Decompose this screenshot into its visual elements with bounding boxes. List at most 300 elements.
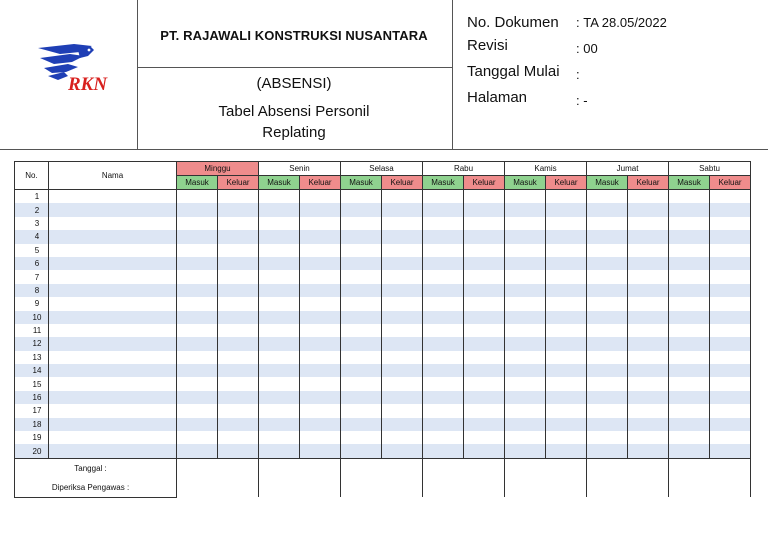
footer-day-cell[interactable] <box>423 458 505 497</box>
attendance-cell[interactable] <box>464 391 505 404</box>
attendance-cell[interactable] <box>341 351 382 364</box>
attendance-cell[interactable] <box>464 190 505 204</box>
attendance-cell[interactable] <box>177 203 218 216</box>
attendance-cell[interactable] <box>300 391 341 404</box>
attendance-cell[interactable] <box>669 444 710 458</box>
attendance-cell[interactable] <box>423 351 464 364</box>
attendance-cell[interactable] <box>382 351 423 364</box>
name-cell[interactable] <box>49 418 177 431</box>
attendance-cell[interactable] <box>382 190 423 204</box>
attendance-cell[interactable] <box>464 270 505 283</box>
attendance-cell[interactable] <box>382 377 423 390</box>
name-cell[interactable] <box>49 311 177 324</box>
attendance-cell[interactable] <box>423 244 464 257</box>
attendance-cell[interactable] <box>587 444 628 458</box>
attendance-cell[interactable] <box>300 297 341 310</box>
attendance-cell[interactable] <box>259 217 300 230</box>
attendance-cell[interactable] <box>464 244 505 257</box>
footer-day-cell[interactable] <box>259 458 341 497</box>
attendance-cell[interactable] <box>505 337 546 350</box>
attendance-cell[interactable] <box>546 377 587 390</box>
attendance-cell[interactable] <box>259 270 300 283</box>
attendance-cell[interactable] <box>218 377 259 390</box>
attendance-cell[interactable] <box>382 324 423 337</box>
attendance-cell[interactable] <box>382 257 423 270</box>
name-cell[interactable] <box>49 377 177 390</box>
attendance-cell[interactable] <box>177 297 218 310</box>
attendance-cell[interactable] <box>546 203 587 216</box>
attendance-cell[interactable] <box>300 270 341 283</box>
name-cell[interactable] <box>49 297 177 310</box>
attendance-cell[interactable] <box>382 418 423 431</box>
attendance-cell[interactable] <box>382 337 423 350</box>
attendance-cell[interactable] <box>341 418 382 431</box>
attendance-cell[interactable] <box>669 297 710 310</box>
attendance-cell[interactable] <box>177 391 218 404</box>
attendance-cell[interactable] <box>505 297 546 310</box>
attendance-cell[interactable] <box>341 257 382 270</box>
attendance-cell[interactable] <box>218 404 259 417</box>
attendance-cell[interactable] <box>464 431 505 444</box>
attendance-cell[interactable] <box>464 351 505 364</box>
attendance-cell[interactable] <box>218 351 259 364</box>
attendance-cell[interactable] <box>259 404 300 417</box>
attendance-cell[interactable] <box>669 324 710 337</box>
attendance-cell[interactable] <box>300 311 341 324</box>
attendance-cell[interactable] <box>259 230 300 243</box>
attendance-cell[interactable] <box>382 297 423 310</box>
attendance-cell[interactable] <box>300 377 341 390</box>
attendance-cell[interactable] <box>382 364 423 377</box>
attendance-cell[interactable] <box>628 431 669 444</box>
attendance-cell[interactable] <box>218 190 259 204</box>
attendance-cell[interactable] <box>710 444 751 458</box>
attendance-cell[interactable] <box>218 217 259 230</box>
attendance-cell[interactable] <box>259 444 300 458</box>
footer-day-cell[interactable] <box>505 458 587 497</box>
attendance-cell[interactable] <box>177 230 218 243</box>
attendance-cell[interactable] <box>382 311 423 324</box>
attendance-cell[interactable] <box>505 270 546 283</box>
attendance-cell[interactable] <box>505 351 546 364</box>
attendance-cell[interactable] <box>587 404 628 417</box>
attendance-cell[interactable] <box>382 203 423 216</box>
attendance-cell[interactable] <box>341 404 382 417</box>
attendance-cell[interactable] <box>259 391 300 404</box>
attendance-cell[interactable] <box>710 244 751 257</box>
attendance-cell[interactable] <box>505 391 546 404</box>
attendance-cell[interactable] <box>300 217 341 230</box>
attendance-cell[interactable] <box>177 257 218 270</box>
attendance-cell[interactable] <box>546 284 587 297</box>
attendance-cell[interactable] <box>505 284 546 297</box>
attendance-cell[interactable] <box>587 337 628 350</box>
attendance-cell[interactable] <box>382 284 423 297</box>
attendance-cell[interactable] <box>341 203 382 216</box>
attendance-cell[interactable] <box>628 391 669 404</box>
attendance-cell[interactable] <box>587 311 628 324</box>
attendance-cell[interactable] <box>710 270 751 283</box>
attendance-cell[interactable] <box>505 324 546 337</box>
attendance-cell[interactable] <box>300 244 341 257</box>
attendance-cell[interactable] <box>423 324 464 337</box>
attendance-cell[interactable] <box>177 284 218 297</box>
attendance-cell[interactable] <box>628 230 669 243</box>
attendance-cell[interactable] <box>587 244 628 257</box>
attendance-cell[interactable] <box>300 337 341 350</box>
attendance-cell[interactable] <box>587 284 628 297</box>
attendance-cell[interactable] <box>669 217 710 230</box>
attendance-cell[interactable] <box>546 418 587 431</box>
attendance-cell[interactable] <box>669 351 710 364</box>
attendance-cell[interactable] <box>710 217 751 230</box>
attendance-cell[interactable] <box>505 311 546 324</box>
attendance-cell[interactable] <box>300 324 341 337</box>
attendance-cell[interactable] <box>505 431 546 444</box>
name-cell[interactable] <box>49 244 177 257</box>
attendance-cell[interactable] <box>587 377 628 390</box>
attendance-cell[interactable] <box>259 364 300 377</box>
attendance-cell[interactable] <box>587 257 628 270</box>
attendance-cell[interactable] <box>259 190 300 204</box>
attendance-cell[interactable] <box>464 311 505 324</box>
footer-day-cell[interactable] <box>177 458 259 497</box>
name-cell[interactable] <box>49 431 177 444</box>
attendance-cell[interactable] <box>710 418 751 431</box>
attendance-cell[interactable] <box>710 391 751 404</box>
attendance-cell[interactable] <box>628 203 669 216</box>
attendance-cell[interactable] <box>669 337 710 350</box>
attendance-cell[interactable] <box>669 190 710 204</box>
attendance-cell[interactable] <box>505 444 546 458</box>
attendance-cell[interactable] <box>464 324 505 337</box>
attendance-cell[interactable] <box>300 444 341 458</box>
attendance-cell[interactable] <box>423 337 464 350</box>
attendance-cell[interactable] <box>259 324 300 337</box>
attendance-cell[interactable] <box>177 270 218 283</box>
attendance-cell[interactable] <box>218 244 259 257</box>
attendance-cell[interactable] <box>505 203 546 216</box>
attendance-cell[interactable] <box>300 364 341 377</box>
attendance-cell[interactable] <box>341 297 382 310</box>
attendance-cell[interactable] <box>341 391 382 404</box>
attendance-cell[interactable] <box>300 404 341 417</box>
attendance-cell[interactable] <box>710 297 751 310</box>
attendance-cell[interactable] <box>710 284 751 297</box>
attendance-cell[interactable] <box>423 297 464 310</box>
attendance-cell[interactable] <box>300 257 341 270</box>
attendance-cell[interactable] <box>464 217 505 230</box>
attendance-cell[interactable] <box>259 297 300 310</box>
attendance-cell[interactable] <box>300 284 341 297</box>
attendance-cell[interactable] <box>505 217 546 230</box>
footer-day-cell[interactable] <box>587 458 669 497</box>
attendance-cell[interactable] <box>628 311 669 324</box>
attendance-cell[interactable] <box>423 203 464 216</box>
attendance-cell[interactable] <box>587 217 628 230</box>
attendance-cell[interactable] <box>628 217 669 230</box>
attendance-cell[interactable] <box>218 203 259 216</box>
attendance-cell[interactable] <box>669 418 710 431</box>
attendance-cell[interactable] <box>218 230 259 243</box>
attendance-cell[interactable] <box>177 351 218 364</box>
attendance-cell[interactable] <box>710 324 751 337</box>
attendance-cell[interactable] <box>423 230 464 243</box>
attendance-cell[interactable] <box>464 404 505 417</box>
attendance-cell[interactable] <box>464 444 505 458</box>
attendance-cell[interactable] <box>259 351 300 364</box>
attendance-cell[interactable] <box>464 257 505 270</box>
attendance-cell[interactable] <box>382 270 423 283</box>
attendance-cell[interactable] <box>669 311 710 324</box>
attendance-cell[interactable] <box>710 431 751 444</box>
attendance-cell[interactable] <box>259 203 300 216</box>
attendance-cell[interactable] <box>669 364 710 377</box>
attendance-cell[interactable] <box>628 377 669 390</box>
attendance-cell[interactable] <box>382 217 423 230</box>
attendance-cell[interactable] <box>505 244 546 257</box>
name-cell[interactable] <box>49 324 177 337</box>
attendance-cell[interactable] <box>218 444 259 458</box>
attendance-cell[interactable] <box>710 404 751 417</box>
attendance-cell[interactable] <box>587 431 628 444</box>
attendance-cell[interactable] <box>218 284 259 297</box>
attendance-cell[interactable] <box>300 203 341 216</box>
attendance-cell[interactable] <box>341 230 382 243</box>
attendance-cell[interactable] <box>259 431 300 444</box>
attendance-cell[interactable] <box>669 391 710 404</box>
attendance-cell[interactable] <box>710 311 751 324</box>
attendance-cell[interactable] <box>587 230 628 243</box>
attendance-cell[interactable] <box>218 311 259 324</box>
attendance-cell[interactable] <box>382 431 423 444</box>
attendance-cell[interactable] <box>382 244 423 257</box>
attendance-cell[interactable] <box>259 418 300 431</box>
name-cell[interactable] <box>49 217 177 230</box>
name-cell[interactable] <box>49 203 177 216</box>
attendance-cell[interactable] <box>341 377 382 390</box>
attendance-cell[interactable] <box>177 431 218 444</box>
attendance-cell[interactable] <box>546 257 587 270</box>
attendance-cell[interactable] <box>505 230 546 243</box>
attendance-cell[interactable] <box>505 404 546 417</box>
attendance-cell[interactable] <box>669 203 710 216</box>
attendance-cell[interactable] <box>505 377 546 390</box>
attendance-cell[interactable] <box>628 351 669 364</box>
attendance-cell[interactable] <box>669 431 710 444</box>
attendance-cell[interactable] <box>628 404 669 417</box>
attendance-cell[interactable] <box>341 190 382 204</box>
attendance-cell[interactable] <box>710 190 751 204</box>
attendance-cell[interactable] <box>546 324 587 337</box>
attendance-cell[interactable] <box>423 364 464 377</box>
attendance-cell[interactable] <box>464 297 505 310</box>
attendance-cell[interactable] <box>259 284 300 297</box>
attendance-cell[interactable] <box>218 391 259 404</box>
attendance-cell[interactable] <box>546 311 587 324</box>
attendance-cell[interactable] <box>177 418 218 431</box>
attendance-cell[interactable] <box>628 244 669 257</box>
footer-day-cell[interactable] <box>341 458 423 497</box>
attendance-cell[interactable] <box>628 297 669 310</box>
attendance-cell[interactable] <box>546 230 587 243</box>
attendance-cell[interactable] <box>300 351 341 364</box>
attendance-cell[interactable] <box>669 244 710 257</box>
attendance-cell[interactable] <box>669 377 710 390</box>
attendance-cell[interactable] <box>177 404 218 417</box>
attendance-cell[interactable] <box>177 311 218 324</box>
attendance-cell[interactable] <box>218 270 259 283</box>
attendance-cell[interactable] <box>546 364 587 377</box>
attendance-cell[interactable] <box>423 217 464 230</box>
name-cell[interactable] <box>49 391 177 404</box>
attendance-cell[interactable] <box>628 190 669 204</box>
attendance-cell[interactable] <box>259 311 300 324</box>
name-cell[interactable] <box>49 257 177 270</box>
attendance-cell[interactable] <box>587 364 628 377</box>
attendance-cell[interactable] <box>710 337 751 350</box>
attendance-cell[interactable] <box>423 284 464 297</box>
attendance-cell[interactable] <box>177 190 218 204</box>
attendance-cell[interactable] <box>177 377 218 390</box>
name-cell[interactable] <box>49 230 177 243</box>
attendance-cell[interactable] <box>259 377 300 390</box>
attendance-cell[interactable] <box>423 431 464 444</box>
attendance-cell[interactable] <box>423 391 464 404</box>
attendance-cell[interactable] <box>505 418 546 431</box>
attendance-cell[interactable] <box>423 404 464 417</box>
name-cell[interactable] <box>49 337 177 350</box>
attendance-cell[interactable] <box>505 257 546 270</box>
attendance-cell[interactable] <box>300 230 341 243</box>
attendance-cell[interactable] <box>341 217 382 230</box>
attendance-cell[interactable] <box>546 431 587 444</box>
name-cell[interactable] <box>49 284 177 297</box>
attendance-cell[interactable] <box>710 257 751 270</box>
attendance-cell[interactable] <box>669 270 710 283</box>
attendance-cell[interactable] <box>218 337 259 350</box>
attendance-cell[interactable] <box>669 284 710 297</box>
name-cell[interactable] <box>49 404 177 417</box>
footer-day-cell[interactable] <box>669 458 751 497</box>
attendance-cell[interactable] <box>423 311 464 324</box>
attendance-cell[interactable] <box>710 203 751 216</box>
attendance-cell[interactable] <box>628 418 669 431</box>
attendance-cell[interactable] <box>546 297 587 310</box>
attendance-cell[interactable] <box>587 324 628 337</box>
attendance-cell[interactable] <box>382 391 423 404</box>
attendance-cell[interactable] <box>505 364 546 377</box>
attendance-cell[interactable] <box>423 377 464 390</box>
attendance-cell[interactable] <box>341 337 382 350</box>
attendance-cell[interactable] <box>177 217 218 230</box>
attendance-cell[interactable] <box>300 431 341 444</box>
name-cell[interactable] <box>49 190 177 204</box>
name-cell[interactable] <box>49 351 177 364</box>
attendance-cell[interactable] <box>587 203 628 216</box>
attendance-cell[interactable] <box>710 377 751 390</box>
attendance-cell[interactable] <box>546 391 587 404</box>
attendance-cell[interactable] <box>587 190 628 204</box>
attendance-cell[interactable] <box>177 444 218 458</box>
attendance-cell[interactable] <box>423 190 464 204</box>
attendance-cell[interactable] <box>300 190 341 204</box>
attendance-cell[interactable] <box>177 364 218 377</box>
attendance-cell[interactable] <box>546 404 587 417</box>
name-cell[interactable] <box>49 270 177 283</box>
attendance-cell[interactable] <box>259 337 300 350</box>
attendance-cell[interactable] <box>218 297 259 310</box>
attendance-cell[interactable] <box>464 203 505 216</box>
attendance-cell[interactable] <box>259 257 300 270</box>
attendance-cell[interactable] <box>546 444 587 458</box>
attendance-cell[interactable] <box>464 337 505 350</box>
attendance-cell[interactable] <box>382 444 423 458</box>
attendance-cell[interactable] <box>587 391 628 404</box>
attendance-cell[interactable] <box>218 324 259 337</box>
attendance-cell[interactable] <box>341 444 382 458</box>
name-cell[interactable] <box>49 444 177 458</box>
attendance-cell[interactable] <box>341 324 382 337</box>
attendance-cell[interactable] <box>218 431 259 444</box>
attendance-cell[interactable] <box>669 257 710 270</box>
attendance-cell[interactable] <box>587 270 628 283</box>
attendance-cell[interactable] <box>464 364 505 377</box>
attendance-cell[interactable] <box>628 270 669 283</box>
attendance-cell[interactable] <box>669 404 710 417</box>
attendance-cell[interactable] <box>464 284 505 297</box>
attendance-cell[interactable] <box>259 244 300 257</box>
attendance-cell[interactable] <box>546 217 587 230</box>
attendance-cell[interactable] <box>628 324 669 337</box>
attendance-cell[interactable] <box>628 337 669 350</box>
attendance-cell[interactable] <box>587 297 628 310</box>
attendance-cell[interactable] <box>669 230 710 243</box>
attendance-cell[interactable] <box>423 270 464 283</box>
attendance-cell[interactable] <box>628 257 669 270</box>
attendance-cell[interactable] <box>218 418 259 431</box>
attendance-cell[interactable] <box>464 418 505 431</box>
attendance-cell[interactable] <box>423 257 464 270</box>
attendance-cell[interactable] <box>710 364 751 377</box>
attendance-cell[interactable] <box>628 284 669 297</box>
attendance-cell[interactable] <box>423 418 464 431</box>
attendance-cell[interactable] <box>464 377 505 390</box>
attendance-cell[interactable] <box>587 351 628 364</box>
attendance-cell[interactable] <box>177 244 218 257</box>
attendance-cell[interactable] <box>177 337 218 350</box>
attendance-cell[interactable] <box>341 270 382 283</box>
attendance-cell[interactable] <box>341 284 382 297</box>
name-cell[interactable] <box>49 364 177 377</box>
attendance-cell[interactable] <box>546 244 587 257</box>
attendance-cell[interactable] <box>382 230 423 243</box>
attendance-cell[interactable] <box>218 257 259 270</box>
attendance-cell[interactable] <box>546 351 587 364</box>
attendance-cell[interactable] <box>464 230 505 243</box>
attendance-cell[interactable] <box>628 444 669 458</box>
attendance-cell[interactable] <box>628 364 669 377</box>
attendance-cell[interactable] <box>505 190 546 204</box>
attendance-cell[interactable] <box>341 431 382 444</box>
attendance-cell[interactable] <box>300 418 341 431</box>
attendance-cell[interactable] <box>710 351 751 364</box>
attendance-cell[interactable] <box>341 311 382 324</box>
attendance-cell[interactable] <box>423 444 464 458</box>
attendance-cell[interactable] <box>546 190 587 204</box>
attendance-cell[interactable] <box>341 244 382 257</box>
attendance-cell[interactable] <box>587 418 628 431</box>
